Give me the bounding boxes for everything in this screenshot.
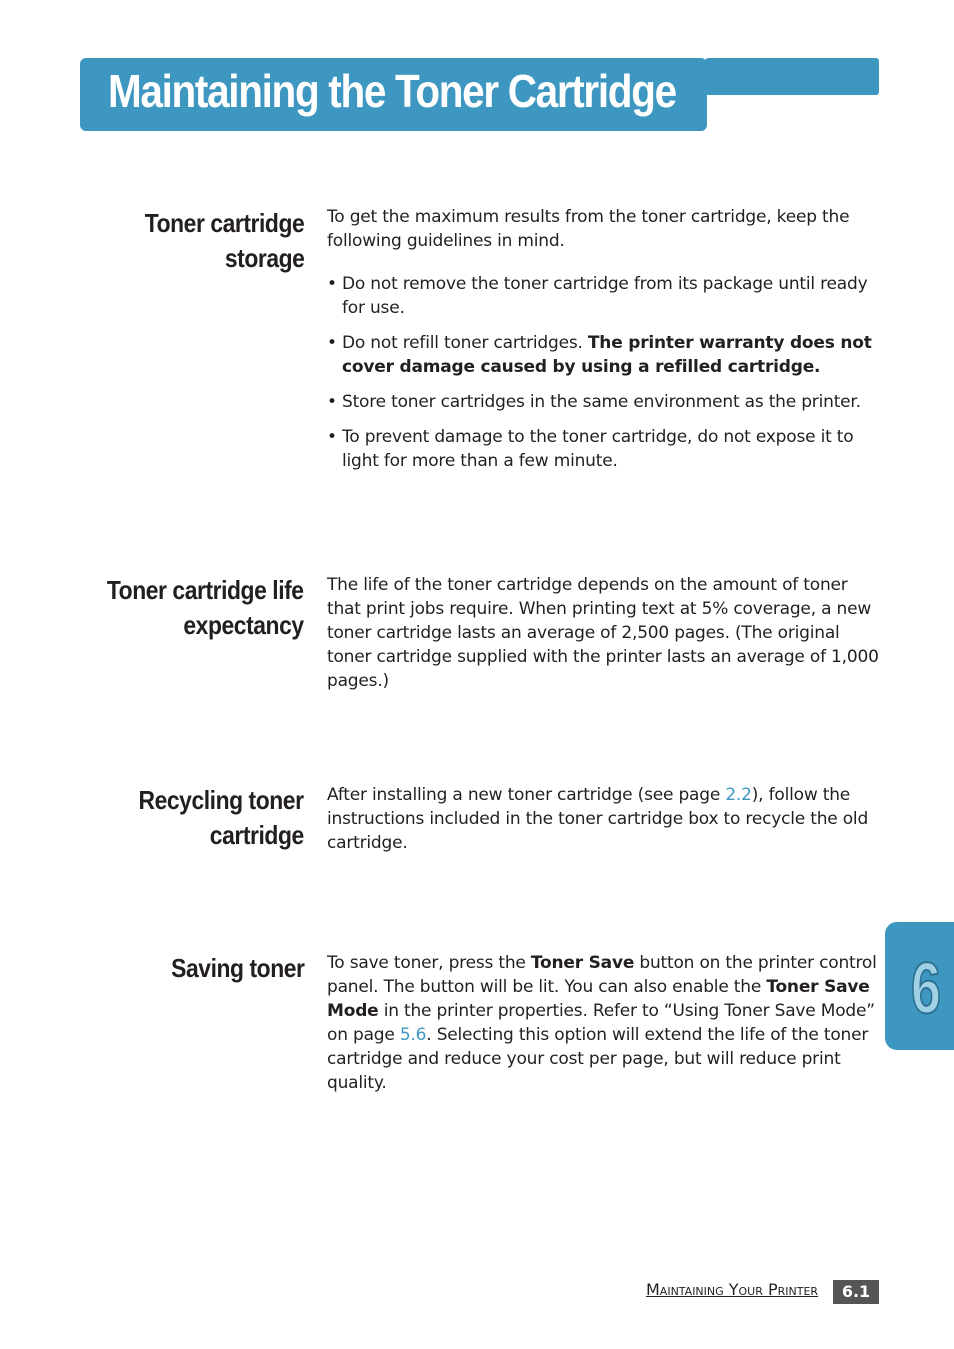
toner-save-label: Toner Save xyxy=(530,953,635,973)
heading-line: Toner cartridge life xyxy=(107,575,304,605)
life-text: The life of the toner cartridge depends on the amount of toner that print jobs require. When printing text at 5% coverage, a new toner cartridge lasts an average of 2,500 pages. (The original toner cartridge supplied with the printer lasts an average of 1,000 pages.) xyxy=(327,575,879,691)
saving-text-part: . Selecting this option will extend the life of the toner cartridge and reduce your cost per page, but will reduce print quality. xyxy=(327,1025,869,1093)
recycling-text-end: ), follow the instructions included in the toner cartridge box to recycle the old cartridge. xyxy=(327,785,869,853)
page-number: 6.1 xyxy=(833,1280,879,1304)
title-banner xyxy=(80,58,707,131)
page-link[interactable]: 5.6 xyxy=(399,1025,427,1045)
heading-line: expectancy xyxy=(183,610,304,640)
life-body xyxy=(327,573,883,693)
bullet-text: Do not remove the toner cartridge from its package until ready for use. xyxy=(342,274,868,318)
list-item xyxy=(327,331,883,379)
warranty-warning: The printer warranty does not cover damage caused by using a refilled cartridge. xyxy=(342,333,872,377)
bullet-mark: • xyxy=(327,333,337,353)
recycling-text xyxy=(327,783,883,855)
list-item xyxy=(327,390,883,414)
heading-toner-storage xyxy=(60,206,304,276)
list-item xyxy=(327,272,883,320)
saving-text-part: button on the printer control panel. The button will be lit. You can also enable the xyxy=(327,953,877,997)
page-link[interactable]: 2.2 xyxy=(725,785,752,805)
storage-intro: To get the maximum results from the toner cartridge, keep the following guidelines in mind. xyxy=(327,207,850,251)
toner-save-mode-label: Toner Save Mode xyxy=(327,977,870,1021)
list-item xyxy=(327,425,883,473)
chapter-tab xyxy=(885,922,954,1050)
heading-line: Saving toner xyxy=(170,953,304,983)
heading-line: storage xyxy=(224,243,304,273)
heading-line: Toner cartridge xyxy=(144,208,304,238)
footer-chapter-label: Maintaining Your Printer xyxy=(646,1280,819,1299)
recycling-text-start: After installing a new toner cartridge (see page xyxy=(327,785,726,805)
saving-text xyxy=(327,951,883,1095)
heading-line: Recycling toner xyxy=(138,785,304,815)
bullet-text: To prevent damage to the toner cartridge, do not expose it to light for more than a few minute. xyxy=(342,427,854,471)
bullet-mark: • xyxy=(327,427,337,447)
bullet-text: Store toner cartridges in the same environment as the printer. xyxy=(342,392,861,412)
recycling-body xyxy=(327,783,883,855)
title-banner-tab xyxy=(705,58,879,95)
page-title: Maintaining the Toner Cartridge xyxy=(108,65,676,117)
bullet-text-plain: Do not refill toner cartridges. xyxy=(342,333,588,353)
storage-body xyxy=(327,205,883,473)
heading-line: cartridge xyxy=(210,820,304,850)
saving-body xyxy=(327,951,883,1095)
heading-recycling xyxy=(60,783,304,853)
heading-life-expectancy xyxy=(60,573,304,643)
bullet-mark: • xyxy=(327,392,337,412)
chapter-number: 6 xyxy=(910,949,942,1029)
heading-saving-toner xyxy=(60,951,304,986)
saving-text-part: in the printer properties. Refer to “Using Toner Save Mode” on page xyxy=(327,1001,875,1045)
bullet-mark: • xyxy=(327,274,337,294)
bullet-text xyxy=(342,331,883,379)
saving-text-part: To save toner, press the xyxy=(327,953,531,973)
